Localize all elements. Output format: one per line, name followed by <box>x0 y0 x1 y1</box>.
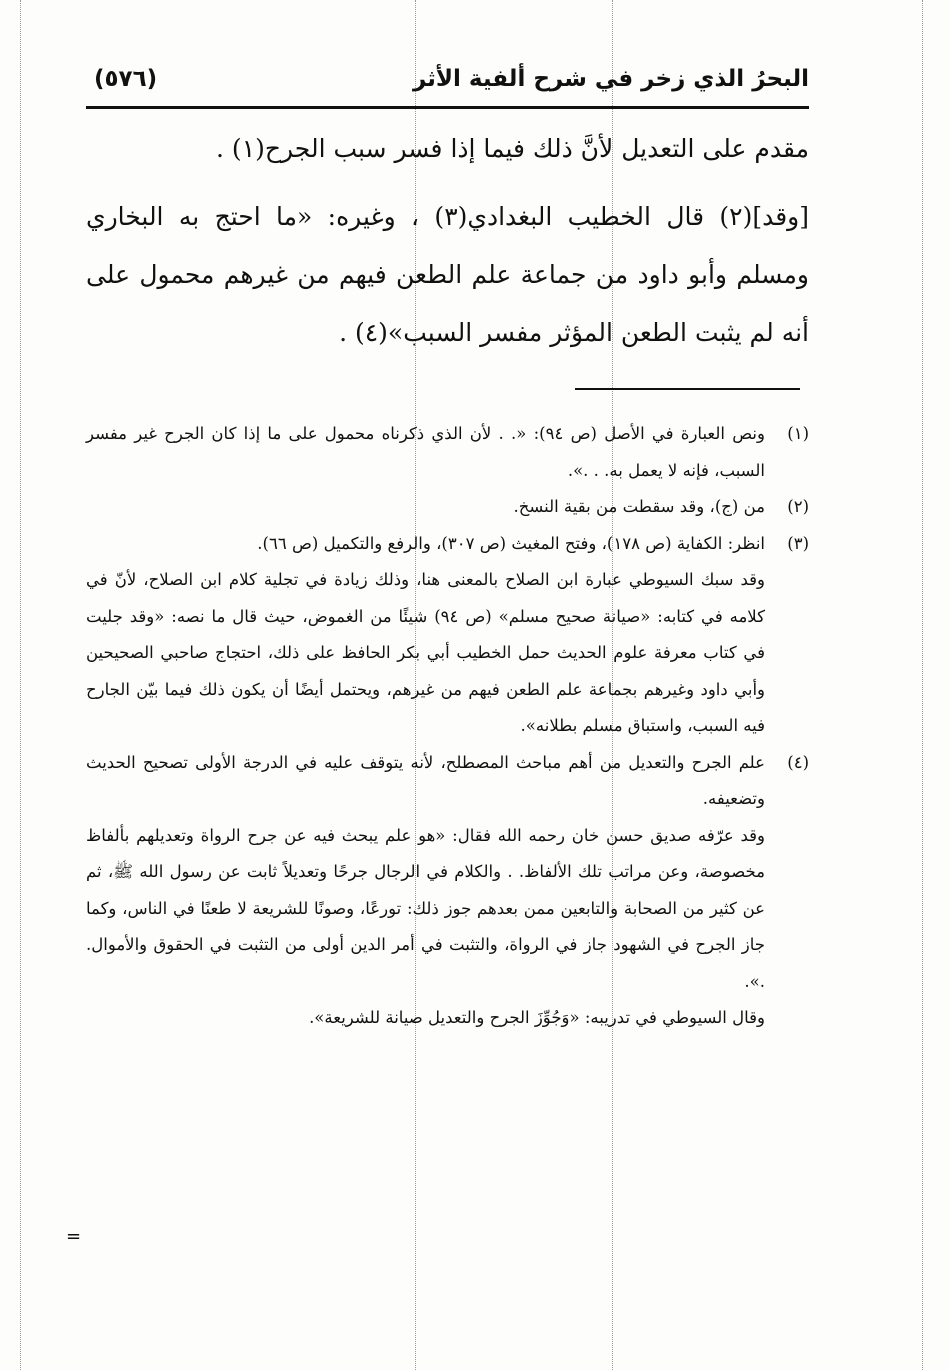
footnote-number: (٣) <box>787 533 809 553</box>
scan-guide-line <box>922 0 923 1370</box>
scan-guide-line <box>20 0 21 1370</box>
body-paragraph: [وقد](٢) قال الخطيب البغدادي(٣) ، وغيره: «ما احتج به البخاري ومسلم وأبو داود من جماعة علم الطعن فيهم من غيرهم محمول على أنه لم يثبت الطعن المؤثر مفسر السبب»(٤) . <box>86 202 809 347</box>
footnote-text: وقال السيوطي في تدريبه: «وَجُوِّزَ الجرح والتعديل صيانة للشريعة». <box>309 1008 765 1027</box>
margin-mark: = <box>66 1226 82 1247</box>
footnotes <box>86 416 809 1037</box>
footnote-text: علم الجرح والتعديل من أهم مباحث المصطلح، لأنه يتوقف عليه في الدرجة الأولى تصحيح الحديث وتضعيفه. <box>86 752 765 808</box>
footnote <box>86 745 809 1037</box>
running-header <box>86 62 809 109</box>
footnote-text: وقد عرّفه صديق حسن خان رحمه الله فقال: «هو علم يبحث فيه عن جرح الرواة وتعديلهم بألفاظ مخصوصة، وعن مراتب تلك الألفاظ. . والكلام في الرجال جرحًا وتعديلاً ثابت عن رسول الله ﷺ، ثم عن كثير من الصحابة والتابعين ممن بعدهم جوز ذلك: تورعًا، وصونًا للشريعة لا طعنًا في الناس، وكما جاز الجرح في الشهود جاز في الرواة، والتثبت في أمر الدين أولى من التثبت في الحقوق والأموال. .». <box>86 825 765 991</box>
footnote-number: (٤) <box>787 752 809 772</box>
footnote <box>86 489 809 526</box>
footnote-text: وقد سبك السيوطي عبارة ابن الصلاح بالمعنى هنا، وذلك زيادة في تجلية كلام ابن الصلاح، لأنّ في كلامه في كتابه: «صيانة صحيح مسلم» (ص ٩٤) شيئًا من الغموض، حيث قال ما نصه: «وقد جليت في كتاب معرفة علوم الحديث حمل الخطيب أبي بكر الحافظ على ذلك، احتجاج صاحبي الصحيحين وأبي داود وغيرهم بجماعة علم الطعن فيهم من غيرهم، ويحتمل أيضًا أن يكون ذلك فيما بيّن الجارح فيه السبب، واستباق مسلم بطلانه». <box>86 570 765 735</box>
footnote-text: من (ج)، وقد سقطت من بقية النسخ. <box>513 497 765 516</box>
body-paragraph: مقدم على التعديل لأنَّ ذلك فيما إذا فسر سبب الجرح(١) . <box>216 134 809 163</box>
header-title: البحرُ الذي زخر في شرح ألفية الأثر <box>412 66 809 92</box>
main-text <box>86 120 809 362</box>
footnote-number: (١) <box>787 424 809 443</box>
footnote <box>86 416 809 489</box>
page-number: (٥٧٦) <box>94 66 158 92</box>
footnote-text: ونص العبارة في الأصل (ص ٩٤): «. . لأن الذي ذكرناه محمول على ما إذا كان الجرح غير مفسر السبب، فإنه لا يعمل به. . .». <box>86 424 765 480</box>
footnote-separator <box>575 388 800 390</box>
footnote <box>86 526 809 745</box>
footnote-number: (٢) <box>787 497 809 516</box>
footnote-text: انظر: الكفاية (ص ١٧٨)، وفتح المغيث (ص ٣٠٧)، والرفع والتكميل (ص ٦٦). <box>257 533 765 553</box>
